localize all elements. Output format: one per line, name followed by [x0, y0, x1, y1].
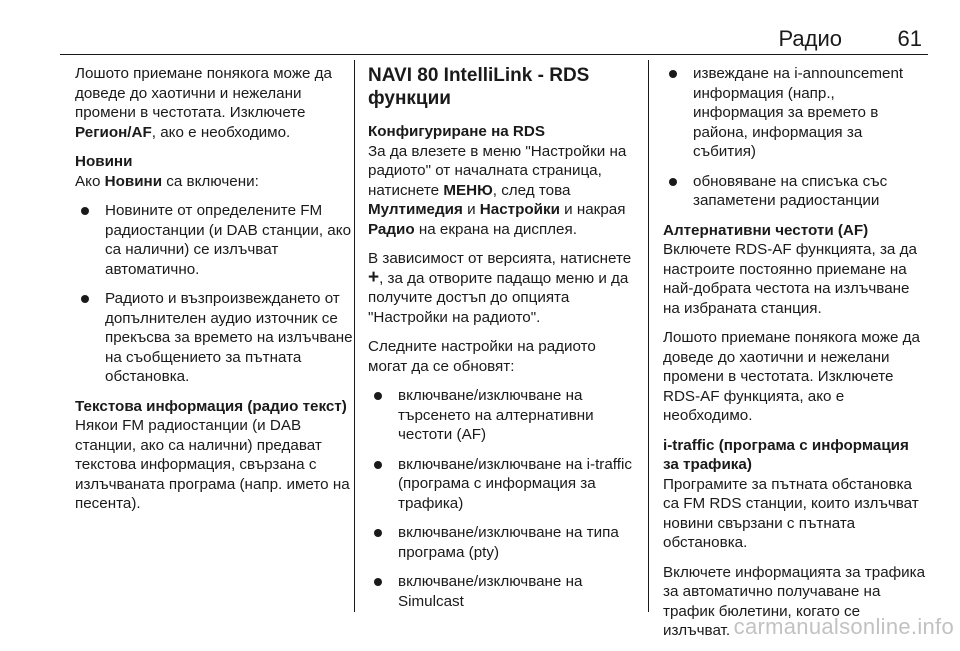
version-paragraph: В зависимост от версията, натиснете +, за да отворите падащо меню и да получите достъп до опцията "Настройки на радиото". — [368, 250, 632, 326]
multimedia-term: Мултимедия — [368, 201, 463, 218]
bullet-icon — [374, 529, 382, 537]
list-item: включване/изключване на типа програма (pty) — [368, 523, 638, 562]
column-divider-1 — [354, 60, 355, 612]
watermark: carmanualsonline.info — [733, 613, 954, 639]
intro-paragraph: Лошото приемане понякога може да доведе до хаотични и нежелани промени в честотата. Изключете Регион/AF, ако е необходимо. — [75, 65, 332, 141]
radiotext-heading: Текстова информация (радио текст) — [75, 397, 347, 415]
section-title: Радио — [778, 26, 842, 51]
radio-term: Радио — [368, 220, 415, 238]
bullet-icon — [374, 578, 382, 586]
plus-icon: + — [368, 266, 380, 288]
news-intro: Ако Новини са включени: — [75, 172, 259, 190]
af-heading: Алтернативни честоти (AF) — [663, 221, 869, 239]
column-divider-2 — [648, 60, 649, 612]
itraffic-paragraph-2: Включете информацията за трафика за автоматично получаване на трафик бюлетини, когато се излъчват. — [663, 563, 926, 639]
af-paragraph-1: Включете RDS-AF функцията, за да настроите постоянно приемане на най-добрата честота на излъчване на избраната станция. — [663, 241, 917, 317]
column-3 — [663, 64, 927, 651]
list-item: включване/изключване на търсенето на алтернативни честоти (AF) — [368, 386, 638, 445]
list-item: Новините от определените FM радиостанции (и DAB станции, ако са налични) се излъчват автоматично. — [75, 201, 353, 279]
list-item: включване/изключване на i-traffic (програма с информация за трафика) — [368, 455, 638, 514]
af-paragraph-2: Лошото приемане понякога може да доведе до хаотични и нежелани промени в честотата. Изключете RDS-AF функцията, ако е необходимо. — [663, 329, 920, 424]
itraffic-heading: i-traffic (програма с информация за трафика) — [663, 436, 909, 473]
region-af-term: Регион/AF — [75, 123, 152, 141]
bullet-icon — [81, 207, 89, 215]
news-list — [75, 201, 353, 387]
settings-term: Настройки — [479, 201, 560, 218]
radiotext-paragraph: Някои FM радиостанции (и DAB станции, ако са налични) предават текстова информация, свързана с излъчваната програма (напр. името на песента). — [75, 417, 350, 512]
rds-functions-title: NAVI 80 IntelliLink - RDS функции — [368, 65, 590, 109]
list-item: обновяване на списъка със запаметени радиостанции — [663, 172, 927, 211]
bullet-icon — [669, 178, 677, 186]
rds-config-paragraph: За да влезете в меню "Настройки на радиото" от началната страница, натиснете МЕНЮ, след това Мултимедия и Настройки и накрая Радио на екрана на дисплея. — [368, 142, 627, 238]
update-intro: Следните настройки на радиото могат да се обновят: — [368, 338, 596, 375]
itraffic-paragraph-1: Програмите за пътната обстановка са FM RDS станции, които излъчват новини свързани с пътната обстановка. — [663, 475, 919, 551]
bullet-icon — [374, 392, 382, 400]
menu-term: МЕНЮ — [443, 181, 493, 199]
settings-list — [368, 386, 638, 611]
bullet-icon — [669, 70, 677, 78]
rds-config-heading: Конфигуриране на RDS — [368, 123, 545, 140]
list-item: включване/изключване на Simulcast — [368, 572, 638, 611]
column-1 — [75, 64, 353, 524]
column-2 — [368, 64, 638, 621]
settings-list-continued — [663, 64, 927, 211]
list-item: Радиото и възпроизвеждането от допълнителен аудио източник се прекъсва за времето на излъчване на съобщението за пътната обстановка. — [75, 289, 353, 387]
page-number: 61 — [897, 26, 922, 51]
bullet-icon — [81, 295, 89, 303]
news-heading: Новини — [75, 153, 133, 170]
bullet-icon — [374, 461, 382, 469]
list-item: извеждане на i-announcement информация (напр., информация за времето в района, информация за събития) — [663, 64, 927, 162]
page-header — [60, 0, 928, 55]
